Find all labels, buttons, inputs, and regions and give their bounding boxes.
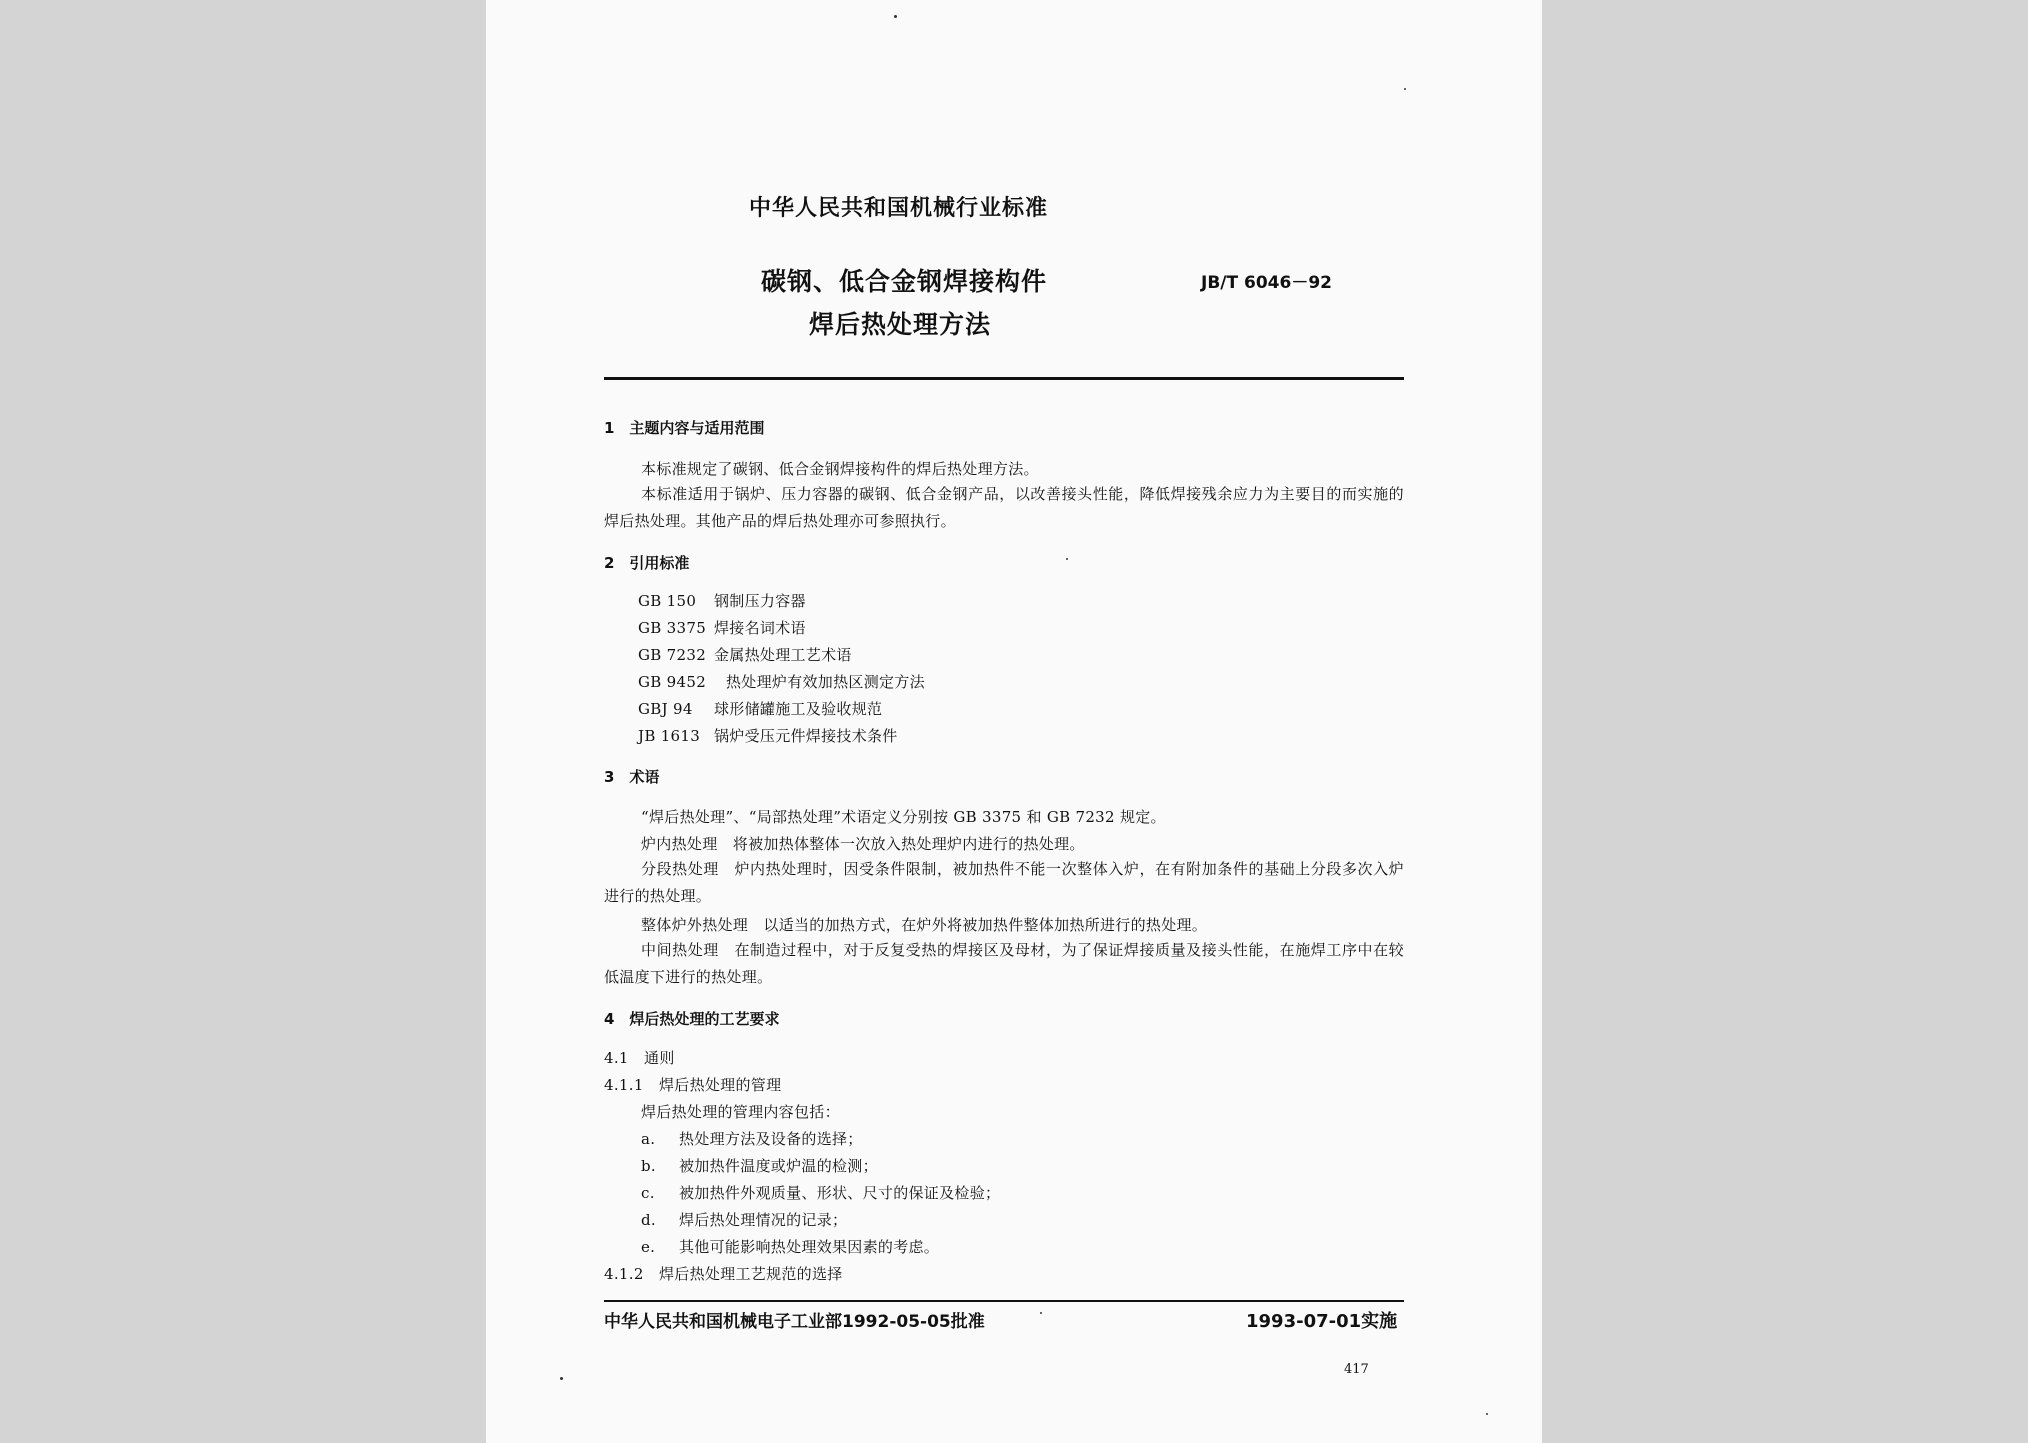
list-item bbox=[641, 1155, 878, 1176]
ref-code: GB 9452 bbox=[638, 673, 707, 691]
list-item bbox=[641, 1209, 847, 1230]
ref-title: 钢制压力容器 bbox=[714, 592, 806, 610]
section1-p1: 本标准规定了碳钢、低合金钢焊接构件的焊后热处理方法。 bbox=[641, 460, 1039, 478]
scan-speck bbox=[894, 15, 897, 18]
section3-p5: 中间热处理 在制造过程中，对于反复受热的焊接区及母材，为了保证焊接质量及接头性能，在施焊工序中在较低温度下进行的热处理。 bbox=[604, 941, 1404, 986]
section3-p1: “焊后热处理”、“局部热处理”术语定义分别按 GB 3375 和 GB 7232 规定。 bbox=[641, 808, 1166, 826]
ref-item bbox=[638, 617, 806, 638]
list-text: 其他可能影响热处理效果因素的考虑。 bbox=[679, 1238, 940, 1256]
ref-code: GB 7232 bbox=[638, 646, 707, 664]
ref-code: GB 150 bbox=[638, 592, 697, 610]
list-letter: e. bbox=[641, 1238, 656, 1256]
ref-item bbox=[638, 671, 925, 692]
section3-heading: 3 术语 bbox=[604, 768, 660, 786]
ref-item bbox=[638, 725, 898, 746]
standard-org-title: 中华人民共和国机械行业标准 bbox=[749, 196, 1049, 221]
ref-title: 锅炉受压元件焊接技术条件 bbox=[714, 727, 898, 745]
list-letter: a. bbox=[641, 1130, 656, 1148]
section3-p2: 炉内热处理 将被加热体整体一次放入热处理炉内进行的热处理。 bbox=[641, 835, 1085, 853]
effective-date: 1993-07-01实施 bbox=[1246, 1311, 1398, 1332]
footer-divider bbox=[604, 1300, 1404, 1302]
scan-speck bbox=[1486, 1413, 1488, 1415]
document-page bbox=[486, 0, 1542, 1443]
section1-heading: 1 主题内容与适用范围 bbox=[604, 419, 765, 437]
scan-speck bbox=[1066, 558, 1068, 560]
page-number: 417 bbox=[1344, 1362, 1369, 1377]
approval-line: 中华人民共和国机械电子工业部1992-05-05批准 bbox=[604, 1312, 985, 1332]
ref-item bbox=[638, 590, 806, 611]
section3-p3: 分段热处理 炉内热处理时，因受条件限制，被加热件不能一次整体入炉，在有附加条件的基础上分段多次入炉进行的热处理。 bbox=[604, 860, 1404, 905]
ref-item bbox=[638, 644, 852, 665]
ref-title: 金属热处理工艺术语 bbox=[714, 646, 852, 664]
section1-p2: 本标准适用于锅炉、压力容器的碳钢、低合金钢产品，以改善接头性能，降低焊接残余应力为主要目的而实施的焊后热处理。其他产品的焊后热处理亦可参照执行。 bbox=[604, 485, 1404, 530]
list-letter: d. bbox=[641, 1211, 656, 1229]
list-letter: b. bbox=[641, 1157, 656, 1175]
standard-code: JB/T 6046－92 bbox=[1201, 273, 1332, 293]
doc-title-line2: 焊后热处理方法 bbox=[809, 310, 992, 339]
ref-code: GB 3375 bbox=[638, 619, 707, 637]
section3-p4: 整体炉外热处理 以适当的加热方式，在炉外将被加热件整体加热所进行的热处理。 bbox=[641, 916, 1208, 934]
list-text: 被加热件外观质量、形状、尺寸的保证及检验； bbox=[679, 1184, 1001, 1202]
list-text: 热处理方法及设备的选择； bbox=[679, 1130, 863, 1148]
list-text: 被加热件温度或炉温的检测； bbox=[679, 1157, 878, 1175]
section2-heading: 2 引用标准 bbox=[604, 554, 690, 572]
ref-title: 热处理炉有效加热区测定方法 bbox=[726, 673, 925, 691]
section4-heading: 4 焊后热处理的工艺要求 bbox=[604, 1010, 780, 1028]
list-item bbox=[641, 1182, 1000, 1203]
scan-speck bbox=[560, 1377, 563, 1380]
ref-title: 球形储罐施工及验收规范 bbox=[714, 700, 883, 718]
scan-speck bbox=[1040, 1312, 1042, 1314]
list-item bbox=[641, 1128, 863, 1149]
section4-1-2-heading: 4.1.2 焊后热处理工艺规范的选择 bbox=[604, 1265, 843, 1283]
ref-code: GBJ 94 bbox=[638, 700, 693, 718]
section4-1-heading: 4.1 通则 bbox=[604, 1049, 675, 1067]
scan-speck bbox=[1404, 88, 1406, 90]
section4-intro: 焊后热处理的管理内容包括： bbox=[641, 1103, 840, 1121]
doc-title-line1: 碳钢、低合金钢焊接构件 bbox=[761, 267, 1048, 296]
ref-code: JB 1613 bbox=[638, 727, 701, 745]
list-letter: c. bbox=[641, 1184, 655, 1202]
header-divider bbox=[604, 377, 1404, 380]
list-item bbox=[641, 1236, 939, 1257]
list-text: 焊后热处理情况的记录； bbox=[679, 1211, 848, 1229]
ref-item bbox=[638, 698, 882, 719]
ref-title: 焊接名词术语 bbox=[714, 619, 806, 637]
section4-1-1-heading: 4.1.1 焊后热处理的管理 bbox=[604, 1076, 782, 1094]
